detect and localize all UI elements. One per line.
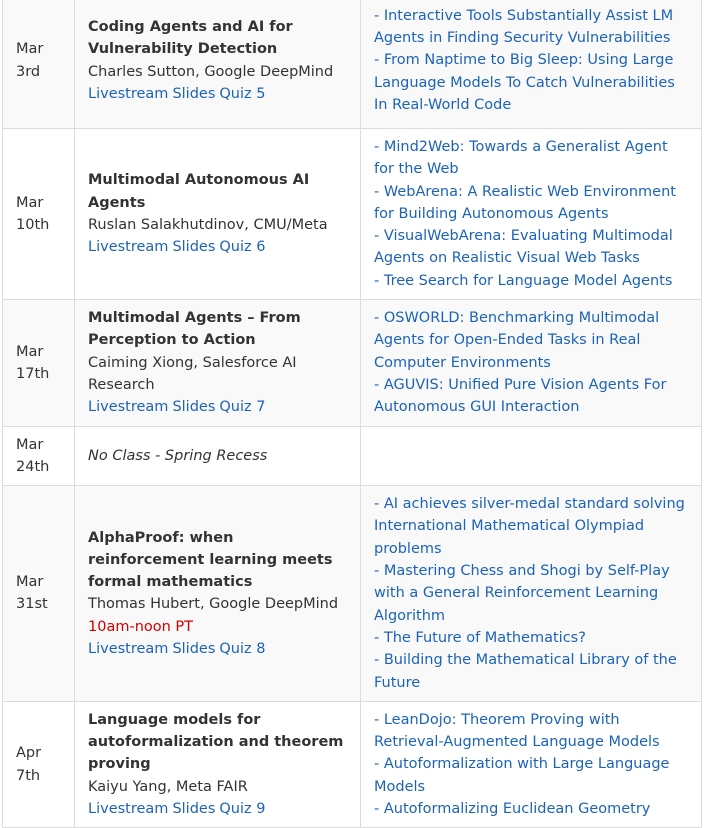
- lecture-title: Language models for autoformalization and theorem proving: [88, 711, 344, 773]
- livestream-link[interactable]: Livestream: [88, 399, 169, 416]
- schedule-row: [3, 486, 702, 702]
- livestream-link[interactable]: Livestream: [88, 801, 169, 818]
- reading-link[interactable]: - The Future of Mathematics?: [374, 629, 586, 646]
- readings-cell: [361, 0, 702, 129]
- lecture-title: Coding Agents and AI for Vulnerability Detection: [88, 18, 293, 58]
- schedule-row: [3, 701, 702, 827]
- livestream-link[interactable]: Livestream: [88, 85, 169, 102]
- resource-links: [88, 638, 347, 660]
- lecture-cell: [75, 129, 361, 300]
- reading-link[interactable]: - Autoformalizing Euclidean Geometry: [374, 801, 651, 818]
- date-day: 7th: [16, 767, 41, 784]
- date-cell: [3, 129, 75, 300]
- slides-link[interactable]: Slides: [172, 399, 216, 416]
- time-note: 10am-noon PT: [88, 618, 194, 635]
- speaker: Kaiyu Yang, Meta FAIR: [88, 778, 248, 795]
- date-day: 31st: [16, 596, 48, 613]
- date-day: 17th: [16, 365, 50, 382]
- reading-link[interactable]: - Building the Mathematical Library of the Future: [374, 652, 677, 691]
- lecture-cell: [75, 701, 361, 827]
- date-cell: [3, 300, 75, 426]
- speaker: Thomas Hubert, Google DeepMind: [88, 596, 339, 613]
- lecture-title: AlphaProof: when reinforcement learning meets formal mathematics: [88, 529, 333, 591]
- slides-link[interactable]: Slides: [172, 801, 216, 818]
- reading-link[interactable]: - VisualWebArena: Evaluating Multimodal Agents on Realistic Visual Web Tasks: [374, 228, 673, 267]
- no-class-note: No Class - Spring Recess: [88, 447, 268, 464]
- date-day: 24th: [16, 458, 50, 475]
- reading-link[interactable]: - LeanDojo: Theorem Proving with Retrieval-Augmented Language Models: [374, 711, 660, 751]
- date-day: 10th: [16, 217, 50, 234]
- resource-links: [88, 798, 347, 820]
- date-cell: [3, 0, 75, 129]
- schedule-row: [3, 300, 702, 426]
- readings-cell: [361, 426, 702, 486]
- date-cell: [3, 426, 75, 486]
- schedule-row: [3, 0, 702, 129]
- speaker: Caiming Xiong, Salesforce AI Research: [88, 354, 297, 393]
- date-month: Mar: [16, 194, 44, 211]
- date-cell: [3, 486, 75, 702]
- slides-link[interactable]: Slides: [172, 85, 216, 102]
- schedule-row: [3, 129, 702, 300]
- date-month: Mar: [16, 436, 44, 453]
- lecture-cell: [75, 486, 361, 702]
- date-month: Mar: [16, 343, 44, 360]
- lecture-cell: [75, 0, 361, 129]
- resource-links: [88, 396, 347, 418]
- date-cell: [3, 701, 75, 827]
- reading-link[interactable]: - Autoformalization with Large Language Models: [374, 756, 670, 795]
- readings-cell: [361, 300, 702, 426]
- quiz-link[interactable]: Quiz 8: [219, 641, 266, 658]
- date-month: Apr: [16, 745, 42, 762]
- quiz-link[interactable]: Quiz 7: [219, 399, 266, 416]
- reading-link[interactable]: - Mind2Web: Towards a Generalist Agent for the Web: [374, 139, 668, 178]
- reading-link[interactable]: - Tree Search for Language Model Agents: [374, 272, 673, 289]
- lecture-title: Multimodal Agents – From Perception to Action: [88, 310, 301, 349]
- date-month: Mar: [16, 574, 44, 591]
- lecture-cell: [75, 426, 361, 486]
- readings-cell: [361, 129, 702, 300]
- lecture-title: Multimodal Autonomous AI Agents: [88, 172, 310, 211]
- slides-link[interactable]: Slides: [172, 641, 216, 658]
- reading-link[interactable]: - AI achieves silver-medal standard solving International Mathematical Olympiad problems: [374, 496, 685, 557]
- date-day: 3rd: [16, 63, 41, 80]
- quiz-link[interactable]: Quiz 6: [219, 239, 266, 256]
- reading-link[interactable]: - AGUVIS: Unified Pure Vision Agents For Autonomous GUI Interaction: [374, 376, 667, 416]
- schedule-row: [3, 426, 702, 486]
- resource-links: [88, 83, 347, 105]
- reading-link[interactable]: - Mastering Chess and Shogi by Self-Play with a General Reinforcement Learning Algorithm: [374, 563, 670, 624]
- reading-link[interactable]: - WebArena: A Realistic Web Environment for Building Autonomous Agents: [374, 183, 676, 222]
- reading-link[interactable]: - Interactive Tools Substantially Assist LM Agents in Finding Security Vulnerabilities: [374, 7, 674, 47]
- reading-link[interactable]: - OSWORLD: Benchmarking Multimodal Agents for Open-Ended Tasks in Real Computer Environments: [374, 310, 660, 371]
- speaker: Ruslan Salakhutdinov, CMU/Meta: [88, 217, 328, 234]
- slides-link[interactable]: Slides: [172, 239, 216, 256]
- schedule-table: [2, 0, 702, 828]
- readings-cell: [361, 486, 702, 702]
- reading-link[interactable]: - From Naptime to Big Sleep: Using Large Language Models To Catch Vulnerabilities In Real-World Code: [374, 52, 675, 113]
- date-month: Mar: [16, 41, 44, 58]
- resource-links: [88, 236, 347, 258]
- readings-cell: [361, 701, 702, 827]
- livestream-link[interactable]: Livestream: [88, 641, 169, 658]
- quiz-link[interactable]: Quiz 5: [219, 85, 266, 102]
- speaker: Charles Sutton, Google DeepMind: [88, 63, 334, 80]
- quiz-link[interactable]: Quiz 9: [219, 801, 266, 818]
- livestream-link[interactable]: Livestream: [88, 239, 169, 256]
- lecture-cell: [75, 300, 361, 426]
